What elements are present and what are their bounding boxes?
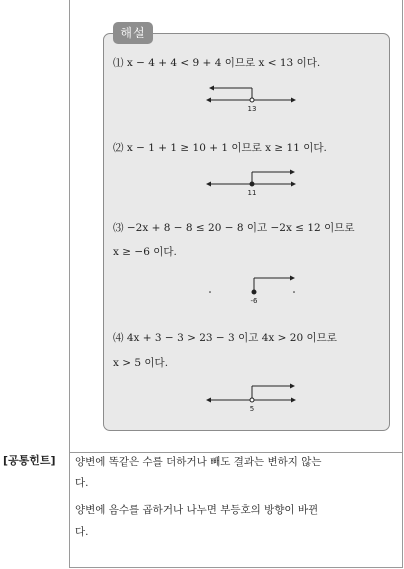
hint-line: 양변에 똑같은 수를 더하거나 빼도 결과는 변하지 않는 [75, 456, 322, 468]
step-4-text-line-1: ⑷ 4x + 3 − 3 > 23 − 3 이고 4x > 20 이므로 [113, 332, 337, 344]
range-right-arrow [290, 276, 295, 281]
step-4-text-line-2: x > 5 이다. [113, 357, 169, 369]
step-1-text: ⑴ x − 4 + 4 < 9 + 4 이므로 x < 13 이다. [113, 57, 321, 69]
open-point [250, 98, 254, 102]
point-label: -6 [250, 297, 258, 305]
faint-axis-mark [209, 291, 211, 293]
axis-right-arrow [291, 98, 296, 103]
point-label: 11 [247, 189, 257, 197]
solution-tag: 해설 [113, 22, 153, 44]
step-2-text: ⑵ x − 1 + 1 ≥ 10 + 1 이므로 x ≥ 11 이다. [113, 142, 327, 154]
step-3-text-line-1: ⑶ −2x + 8 − 8 ≤ 20 − 8 이고 −2x ≤ 12 이므로 [113, 222, 355, 234]
axis-right-arrow [291, 182, 296, 187]
axis-left-arrow [206, 182, 211, 187]
faint-axis-mark [293, 291, 295, 293]
open-point [250, 398, 254, 402]
point-label: 13 [247, 105, 257, 113]
common-hint-label: [공통힌트] [3, 454, 56, 467]
closed-point [252, 290, 256, 294]
hint-line: 다. [75, 477, 89, 489]
closed-point [250, 182, 254, 186]
section-divider [69, 452, 403, 453]
axis-left-arrow [206, 398, 211, 403]
range-left-arrow [209, 86, 214, 91]
hint-line: 다. [75, 526, 89, 538]
number-line-3 [200, 272, 310, 312]
range-right-arrow [290, 170, 295, 175]
point-label: 5 [249, 405, 255, 413]
axis-right-arrow [291, 398, 296, 403]
range-right-arrow [290, 384, 295, 389]
axis-left-arrow [206, 98, 211, 103]
number-line-4 [200, 380, 310, 420]
step-3-text-line-2: x ≥ −6 이다. [113, 246, 177, 258]
hint-line: 양변에 음수를 곱하거나 나누면 부등호의 방향이 바뀐 [75, 504, 319, 516]
number-line-1 [200, 80, 310, 120]
number-line-2 [200, 164, 310, 204]
